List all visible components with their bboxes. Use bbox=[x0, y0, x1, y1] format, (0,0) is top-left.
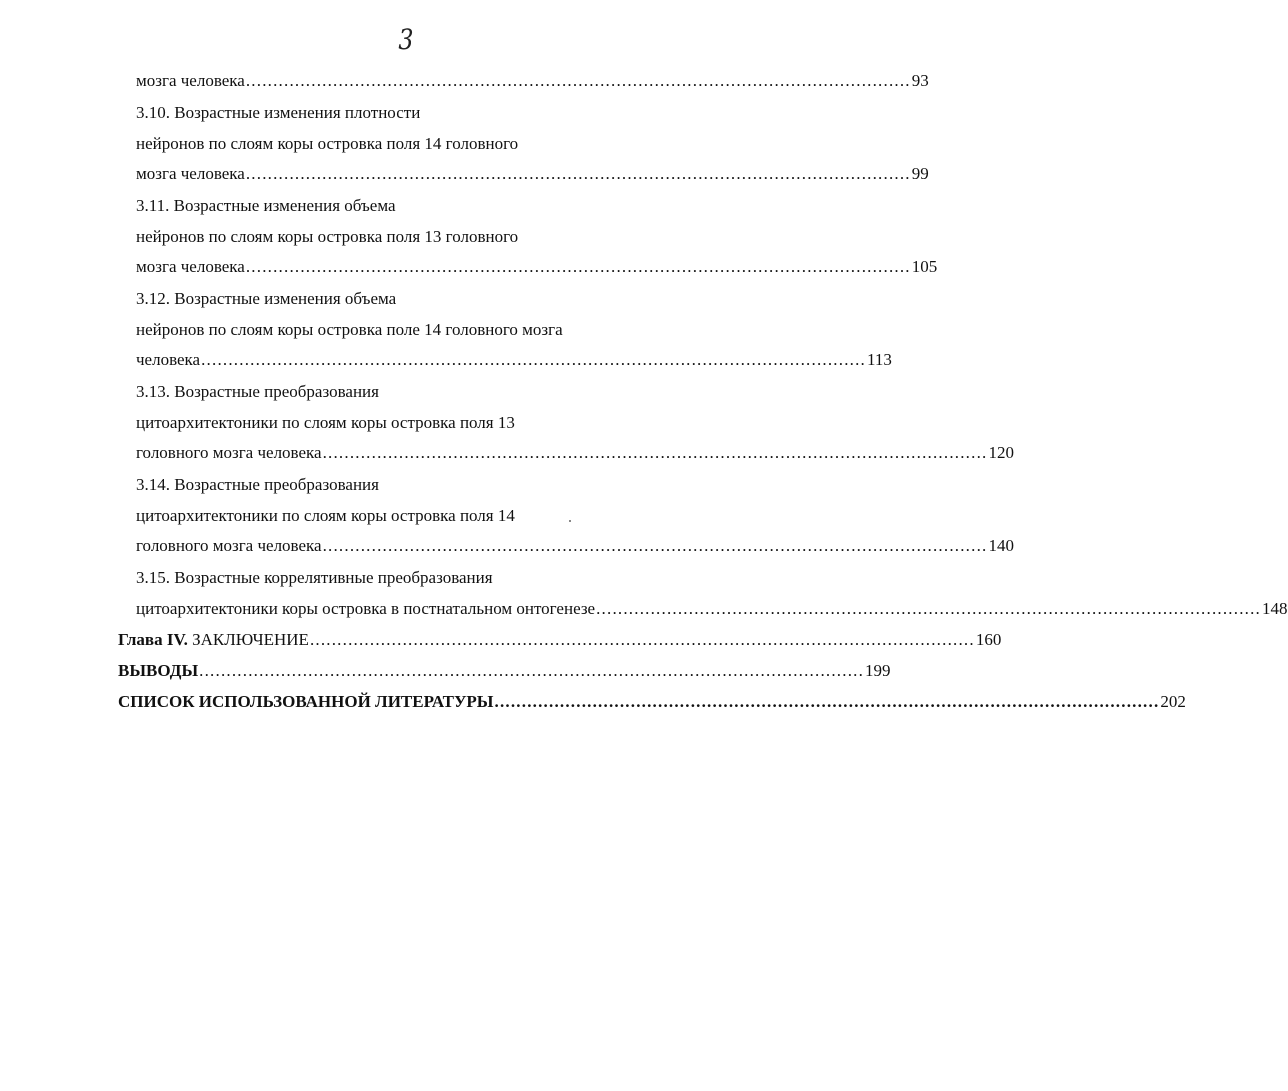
leader-dots: .......................................................................................................................... bbox=[245, 164, 911, 183]
leader-dots: .......................................................................................................................... bbox=[322, 536, 988, 555]
toc-entry-text: мозга человека bbox=[136, 71, 245, 90]
toc-entry-text: человека bbox=[136, 350, 201, 369]
toc-entry-text: головного мозга человека bbox=[136, 536, 322, 555]
toc-entry-text: ВЫВОДЫ bbox=[118, 661, 199, 680]
toc-entry bbox=[136, 441, 1014, 465]
toc-heading: нейронов по слоям коры островка поле 14 головного мозга bbox=[136, 320, 563, 339]
toc-entry bbox=[136, 255, 938, 279]
toc-heading: цитоархитектоники по слоям коры островка поля 13 bbox=[136, 413, 515, 432]
toc-heading: 3.14. Возрастные преобразования bbox=[136, 475, 379, 494]
toc-page-number: 160 bbox=[975, 630, 1002, 649]
toc-heading: 3.10. Возрастные изменения плотности bbox=[136, 103, 421, 122]
toc-page-number: 140 bbox=[988, 536, 1014, 555]
toc-entry-text: СПИСОК ИСПОЛЬЗОВАННОЙ ЛИТЕРАТУРЫ bbox=[118, 692, 494, 711]
toc-section-entry bbox=[118, 690, 1186, 714]
scan-speck bbox=[569, 520, 571, 522]
toc-entry bbox=[136, 597, 1288, 621]
leader-dots: .......................................................................................................................... bbox=[199, 661, 865, 680]
toc-page-number: 199 bbox=[865, 661, 891, 680]
toc-entry-text: мозга человека bbox=[136, 164, 245, 183]
toc-page-number: 202 bbox=[1160, 692, 1186, 711]
toc-chapter-entry bbox=[118, 628, 1002, 652]
toc-entry bbox=[136, 534, 1014, 558]
toc-entry bbox=[136, 69, 929, 93]
toc-heading: 3.11. Возрастные изменения объема bbox=[136, 196, 396, 215]
toc-entry-text: мозга человека bbox=[136, 257, 245, 276]
leader-dots: .......................................................................................................................... bbox=[494, 692, 1160, 711]
toc-page-number: 99 bbox=[911, 164, 929, 183]
toc-page-number: 93 bbox=[911, 71, 929, 90]
toc-heading: 3.12. Возрастные изменения объема bbox=[136, 289, 397, 308]
leader-dots: .......................................................................................................................... bbox=[309, 630, 975, 649]
toc-page-number: 113 bbox=[867, 350, 892, 369]
toc-entry-text: цитоархитектоники коры островка в постнатальном онтогенезе bbox=[136, 599, 596, 618]
toc-heading: нейронов по слоям коры островка поля 14 головного bbox=[136, 134, 519, 153]
toc-section-entry bbox=[118, 659, 891, 683]
leader-dots: .......................................................................................................................... bbox=[201, 350, 867, 369]
chapter-label: Глава IV. bbox=[118, 630, 188, 649]
toc-page-number: 120 bbox=[988, 443, 1014, 462]
toc-entry-text bbox=[118, 628, 309, 652]
chapter-title: ЗАКЛЮЧЕНИЕ bbox=[187, 630, 309, 649]
leader-dots: .......................................................................................................................... bbox=[596, 599, 1261, 618]
page-number: 3 bbox=[398, 23, 414, 56]
toc-page-number: 148 bbox=[1262, 599, 1288, 618]
leader-dots: .......................................................................................................................... bbox=[245, 257, 911, 276]
toc-entry bbox=[136, 348, 892, 372]
toc-heading: 3.15. Возрастные коррелятивные преобразования bbox=[136, 568, 493, 587]
toc-heading: цитоархитектоники по слоям коры островка поля 14 bbox=[136, 506, 515, 525]
toc-heading: 3.13. Возрастные преобразования bbox=[136, 382, 379, 401]
leader-dots: .......................................................................................................................... bbox=[245, 71, 911, 90]
toc-page-number: 105 bbox=[911, 257, 938, 276]
toc-entry-text: головного мозга человека bbox=[136, 443, 322, 462]
toc-heading: нейронов по слоям коры островка поля 13 головного bbox=[136, 227, 519, 246]
toc-entry bbox=[136, 162, 929, 186]
leader-dots: .......................................................................................................................... bbox=[322, 443, 988, 462]
